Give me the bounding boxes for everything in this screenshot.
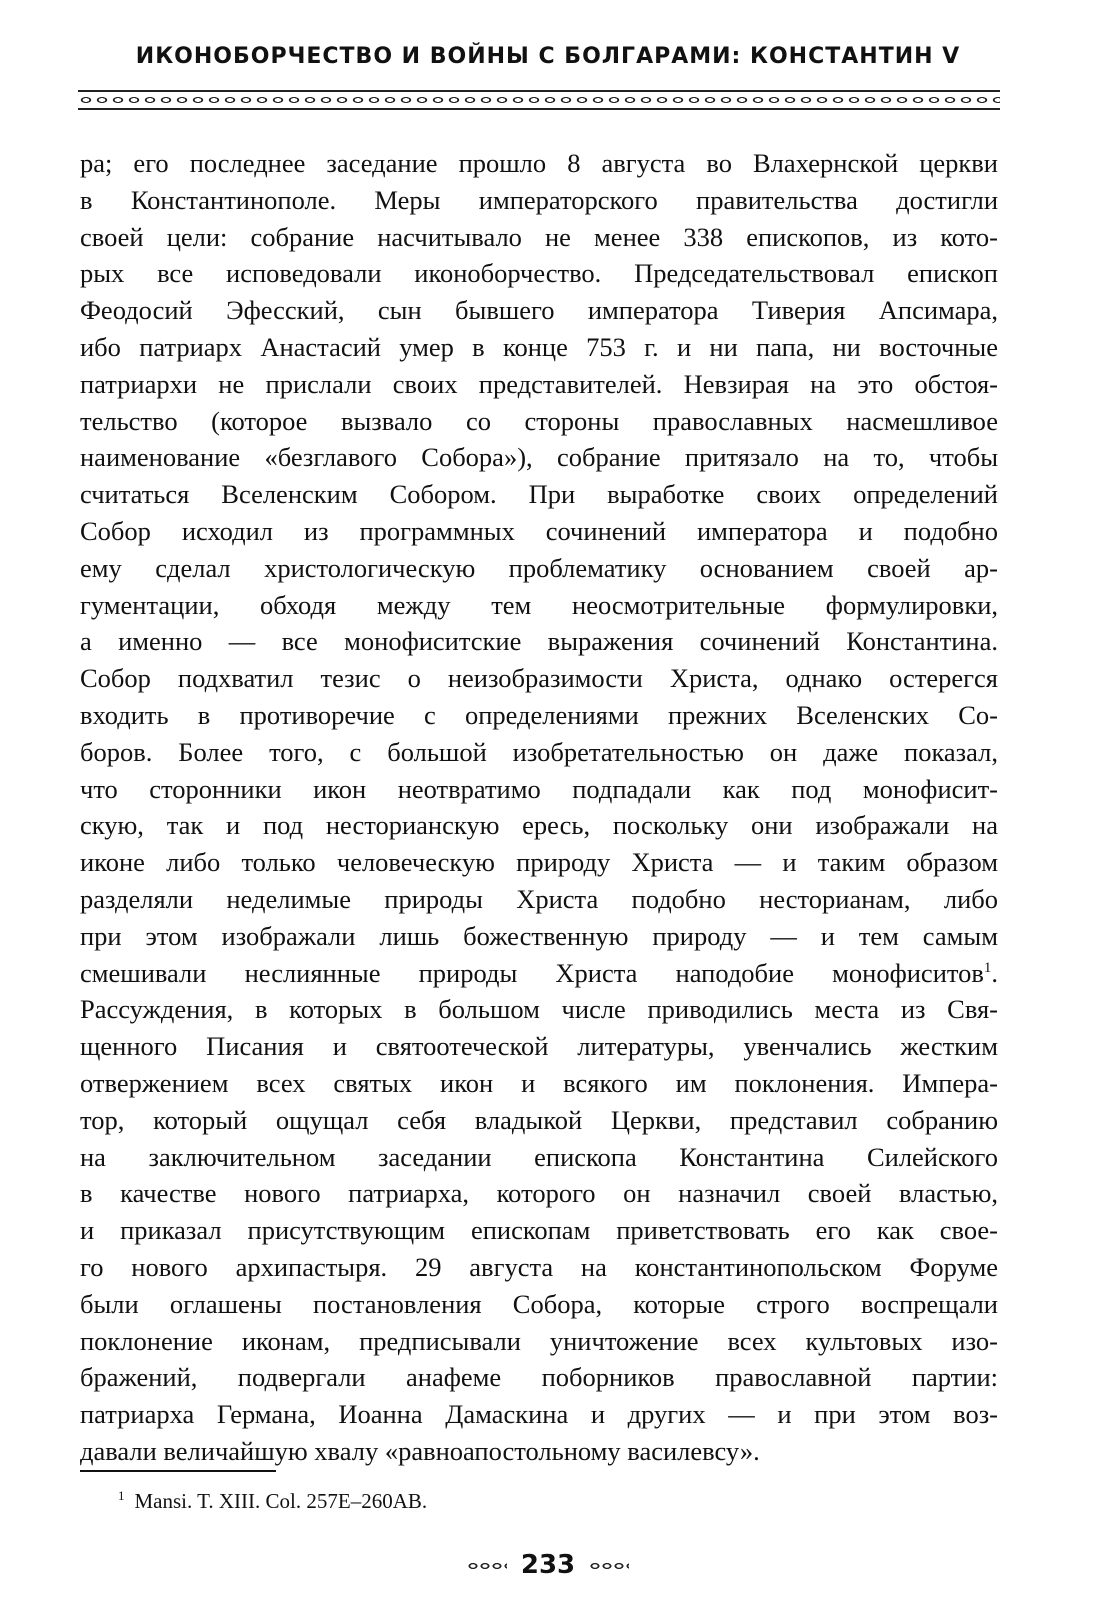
text-line: были оглашены постановления Собора, которые строго воспрещали	[80, 1288, 998, 1319]
text-line: входить в противоречие с определениями прежних Вселенских Со-	[80, 699, 998, 730]
text-line: патриархи не прислали своих представителей. Невзирая на это обстоя-	[80, 368, 998, 399]
text-line: Феодосий Эфесский, сын бывшего императора Тиверия Апсимара,	[80, 295, 998, 326]
text-line: боров. Более того, с большой изобретательностью он даже показал,	[80, 736, 998, 767]
right-ornament-icon	[589, 1560, 629, 1572]
text-line: Собор подхватил тезис о неизобразимости Христа, однако остерегся	[80, 663, 998, 694]
text-line: скую, так и под несторианскую ересь, поскольку они изображали на	[80, 810, 998, 841]
text-line-with-footnote	[80, 955, 998, 992]
footnote-text: Mansi. T. XIII. Col. 257E–260AB.	[134, 1489, 428, 1513]
text-line: гументации, обходя между тем неосмотрительные формулировки,	[80, 589, 998, 620]
page-footer	[0, 1550, 1096, 1580]
text-line: ему сделал христологическую проблематику основанием своей ар-	[80, 552, 998, 583]
footnote	[118, 1488, 427, 1514]
text-line: патриарха Германа, Иоанна Дамаскина и других — и при этом воз-	[80, 1399, 998, 1430]
text-line: в Константинополе. Меры императорского правительства достигли	[80, 184, 998, 215]
text-line: тельство (которое вызвало со стороны православных насмешливое	[80, 405, 998, 436]
left-ornament-icon	[467, 1560, 507, 1572]
footnote-divider	[80, 1470, 276, 1472]
running-header	[0, 44, 1096, 69]
text-line: го нового архипастыря. 29 августа на константинопольском Форуме	[80, 1251, 998, 1282]
main-text	[80, 145, 998, 1470]
text-line: что сторонники икон неотвратимо подпадали как под монофисит-	[80, 773, 998, 804]
text-line: ра; его последнее заседание прошло 8 августа во Влахернской церкви	[80, 148, 998, 178]
text-line: тор, который ощущал себя владыкой Церкви, представил собранию	[80, 1104, 998, 1135]
running-title: ИКОНОБОРЧЕСТВО И ВОЙНЫ С БОЛГАРАМИ: КОНСТАНТИН V	[135, 44, 961, 69]
header-ornament	[78, 90, 1000, 110]
text-line: в качестве нового патриарха, которого он назначил своей властью,	[80, 1178, 998, 1209]
page-number: 233	[520, 1550, 576, 1580]
text-line: при этом изображали лишь божественную природу — и тем самым	[80, 920, 998, 951]
footnote-reference[interactable]: 1	[983, 959, 992, 976]
text-line: поклонение иконам, предписывали уничтожение всех культовых изо-	[80, 1325, 998, 1356]
text-line: а именно — все монофиситские выражения сочинений Константина.	[80, 626, 998, 657]
line-tail: .	[991, 957, 998, 988]
text-line: Собор исходил из программных сочинений императора и подобно	[80, 515, 998, 546]
text-line: ибо патриарх Анастасий умер в конце 753 г. и ни папа, ни восточные	[80, 331, 998, 362]
text-line: наименование «безглавого Собора»), собрание притязало на то, чтобы	[80, 442, 998, 473]
text-line: Рассуждения, в которых в большом числе приводились места из Свя-	[80, 994, 998, 1025]
footnote-marker: 1	[118, 1488, 125, 1503]
text-line: и приказал присутствующим епископам приветствовать его как свое-	[80, 1215, 998, 1246]
text-line: отвержением всех святых икон и всякого им поклонения. Импера-	[80, 1067, 998, 1098]
text-line: бражений, подвергали анафеме поборников православной партии:	[80, 1362, 998, 1393]
text-line: рых все исповедовали иконоборчество. Председательствовал епископ	[80, 258, 998, 289]
text-line: разделяли неделимые природы Христа подобно несторианам, либо	[80, 883, 998, 914]
text-line: своей цели: собрание насчитывало не менее 338 епископов, из кото-	[80, 221, 998, 252]
text-line-last: давали величайшую хвалу «равноапостольному василевсу».	[80, 1435, 760, 1466]
text-line: иконе либо только человеческую природу Христа — и таким образом	[80, 847, 998, 878]
text-line: считаться Вселенским Собором. При выработке своих определений	[80, 479, 998, 510]
line-text: смешивали неслиянные природы Христа наподобие монофиситов	[80, 957, 984, 988]
text-line: на заключительном заседании епископа Константина Силейского	[80, 1141, 998, 1172]
text-line: щенного Писания и святоотеческой литературы, увенчались жестким	[80, 1031, 998, 1062]
